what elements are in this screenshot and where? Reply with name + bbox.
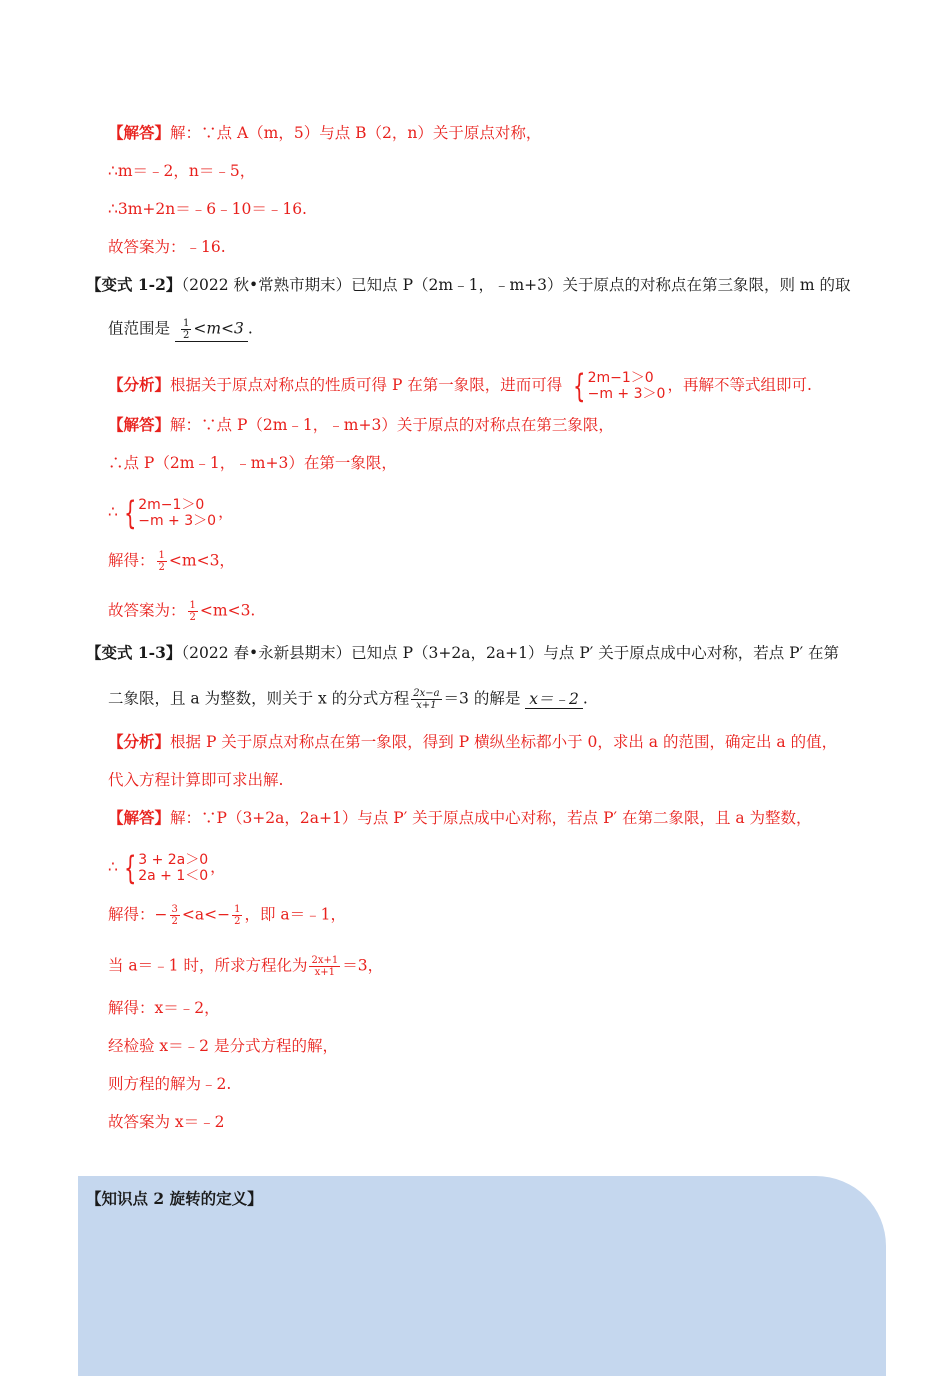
solution-1-2-line-2: ∴点 P（2m﹣1，﹣m+3）在第一象限， xyxy=(108,454,397,472)
fraction: $\frac{1}{2}$ xyxy=(158,550,165,573)
solution-1-3-line-3: 解得：− $\frac{3}{2}$ <a<− $\frac{1}{2}$ ，即 a＝﹣1， xyxy=(108,904,346,927)
answer-tag: 【解答】 xyxy=(108,808,171,827)
answer-line-2: ∴m＝﹣2，n＝﹣5， xyxy=(108,162,256,180)
answer-line-1 xyxy=(108,123,541,143)
analysis-1-3-line-2: 代入方程计算即可求出解. xyxy=(108,771,284,789)
question-1-2-line-1 xyxy=(86,275,851,295)
fraction: $\frac{1}{2}$ xyxy=(182,318,190,341)
answer-blank: x＝﹣2 xyxy=(525,690,583,709)
inequality-system: { 2m−1＞0 −m + 3＞0 xyxy=(573,367,666,405)
answer-text: 解：∵点 A（m，5）与点 B（2，n）关于原点对称， xyxy=(170,124,542,142)
answer-line-3: ∴3m+2n＝﹣6﹣10＝﹣16. xyxy=(108,200,307,218)
solution-1-2-line-4: 解得： $\frac{1}{2}$ <m<3， xyxy=(108,550,235,573)
analysis-1-2: 【分析】根据关于原点对称点的性质可得 P 在第一象限，进而可得 { 2m−1＞0 −m + 3＞0 ，再解不等式组即可. xyxy=(108,367,812,405)
solution-1-2-line-3: ∴ { 2m−1＞0 −m + 3＞0 ， xyxy=(108,494,234,532)
inequality-system: { 2m−1＞0 −m + 3＞0 xyxy=(123,494,217,532)
answer-blank: $\frac{1}{2}$ <m<3 xyxy=(175,318,248,342)
question-text: 值范围是 xyxy=(108,319,171,338)
answer-line-4: 故答案为：﹣16. xyxy=(108,238,226,256)
fraction: $\frac{2x-a}{x+1}$ xyxy=(413,688,440,711)
question-text: （2022 秋•常熟市期末）已知点 P（2m﹣1，﹣m+3）关于原点的对称点在第三象限，则 m 的取 xyxy=(181,276,851,294)
solution-1-3-line-7: 则方程的解为﹣2. xyxy=(108,1075,232,1093)
analysis-1-3-line-1: 【分析】根据 P 关于原点对称点在第一象限，得到 P 横纵坐标都小于 0，求出 a 的范围，确定出 a 的值， xyxy=(108,732,838,751)
solution-1-3-line-6: 经检验 x＝﹣2 是分式方程的解， xyxy=(108,1037,338,1055)
answer-tag: 【解答】 xyxy=(108,123,171,142)
knowledge-title: 【知识点 2 旋转的定义】 xyxy=(86,1189,263,1208)
question-tag: 【变式 1-2】 xyxy=(86,275,182,294)
question-tag: 【变式 1-3】 xyxy=(86,643,182,662)
fraction: $\frac{3}{2}$ xyxy=(171,904,178,927)
question-text: （2022 春•永新县期末）已知点 P（3+2a，2a+1）与点 P′ 关于原点成中心对称，若点 P′ 在第 xyxy=(181,644,840,662)
analysis-tag: 【分析】 xyxy=(108,732,171,751)
solution-1-3-line-5: 解得：x＝﹣2， xyxy=(108,999,220,1017)
fraction: $\frac{2x+1}{x+1}$ xyxy=(311,955,339,978)
question-1-2-line-2: 值范围是 $\frac{1}{2}$ <m<3 . xyxy=(108,318,253,341)
analysis-tag: 【分析】 xyxy=(108,375,171,394)
fraction: $\frac{1}{2}$ xyxy=(189,600,196,623)
inequality-system: { 3 + 2a＞0 2a + 1＜0 xyxy=(123,849,209,887)
solution-1-3-line-4: 当 a＝﹣1 时，所求方程化为 $\frac{2x+1}{x+1}$ ＝3， xyxy=(108,955,384,978)
solution-1-3-line-8: 故答案为 x＝﹣2 xyxy=(108,1113,225,1131)
solution-1-2-line-1: 【解答】解：∵点 P（2m﹣1，﹣m+3）关于原点的对称点在第三象限， xyxy=(108,415,614,434)
solution-1-3-line-2: ∴ { 3 + 2a＞0 2a + 1＜0 ， xyxy=(108,849,226,887)
solution-1-3-line-1: 【解答】解：∵P（3+2a，2a+1）与点 P′ 关于原点成中心对称，若点 P′ 在第二象限，且 a 为整数， xyxy=(108,808,812,827)
solution-1-2-line-5: 故答案为： $\frac{1}{2}$ <m<3. xyxy=(108,600,256,623)
question-1-3-line-2: 二象限，且 a 为整数，则关于 x 的分式方程 $\frac{2x-a}{x+1}$ ＝3 的解是 x＝﹣2 . xyxy=(108,688,588,711)
fraction: $\frac{1}{2}$ xyxy=(234,904,241,927)
answer-tag: 【解答】 xyxy=(108,415,171,434)
question-1-3-line-1 xyxy=(86,643,839,663)
